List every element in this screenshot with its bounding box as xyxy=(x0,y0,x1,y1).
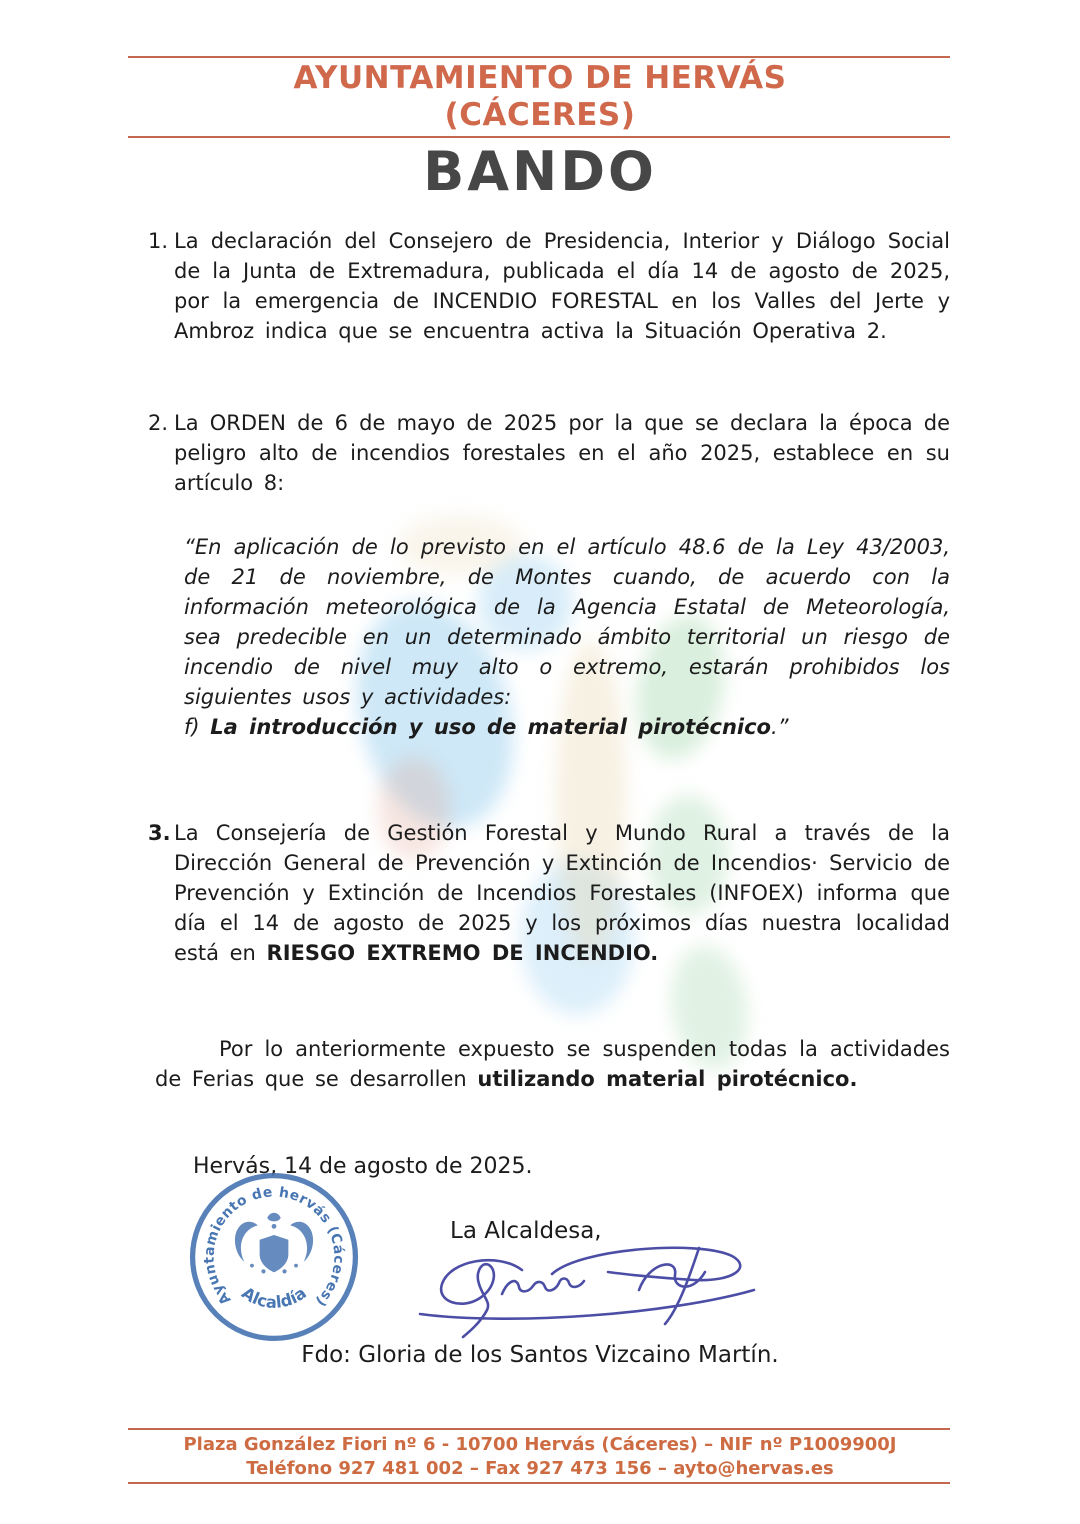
municipal-stamp xyxy=(183,1166,365,1348)
footer-address: Plaza González Fiori nº 6 - 10700 Hervás (Cáceres) – NIF nº P1009900J xyxy=(183,1434,897,1455)
stamp-arc-text: Ayuntamiento de hervás (Cáceres) xyxy=(201,1184,347,1310)
item-text: La declaración del Consejero de Presidencia, Interior y Diálogo Social de la Junta de Extremadura, publicada el día 14 de agosto de 2025, por la emergencia de INCENDIO FORESTAL en los Valles del Jerte y Ambroz indica que se encuentra activa la Situación Operativa 2. xyxy=(174,229,950,343)
quote-item-f-bold: La introducción y uso de material pirotécnico xyxy=(210,715,771,739)
signed-by-line: Fdo: Gloria de los Santos Vizcaino Martín. xyxy=(301,1342,779,1368)
footer-divider-top xyxy=(128,1428,950,1430)
footer-contact: Teléfono 927 481 002 – Fax 927 473 156 – ayto@hervas.es xyxy=(246,1458,834,1479)
item-number: 3. xyxy=(148,821,171,845)
header-divider-top xyxy=(128,56,950,58)
closing-text: Por lo anteriormente expuesto se suspenden todas la actividades de Ferias que se desarrollen utilizando material pirotécnico. xyxy=(155,1037,950,1091)
footer-divider-bottom xyxy=(128,1482,950,1484)
municipality-title xyxy=(0,60,1080,134)
quote-item-f: f) La introducción y uso de material pirotécnico.” xyxy=(184,715,789,739)
list-item-3 xyxy=(148,818,950,968)
signer-role: La Alcaldesa, xyxy=(450,1218,602,1244)
quote-text: “En aplicación de lo previsto en el artículo 48.6 de la Ley 43/2003, de 21 de noviembre, de Montes cuando, de acuerdo con la información meteorológica de la Agencia Estatal de Meteorología, sea predecible en un determinado ámbito territorial un riesgo de incendio de nivel muy alto o extremo, estarán prohibidos los siguientes usos y actividades: xyxy=(184,535,950,709)
closing-bold: utilizando material pirotécnico. xyxy=(477,1067,858,1091)
item-number: 2. xyxy=(148,411,169,435)
signature-strokes xyxy=(420,1248,754,1337)
closing-paragraph xyxy=(155,1034,950,1094)
item-text: La Consejería de Gestión Forestal y Mundo Rural a través de la Dirección General de Prevención y Extinción de Incendios· Servicio de Prevención y Extinción de Incendios Forestales (INFOEX) informa que día el 14 de agosto de 2025 y los próximos días nuestra localidad está en RIESGO EXTREMO DE INCENDIO. xyxy=(174,821,950,965)
footer xyxy=(0,1433,1080,1481)
handwritten-signature xyxy=(402,1230,757,1342)
risk-level-text: RIESGO EXTREMO DE INCENDIO. xyxy=(266,941,659,965)
list-item-2 xyxy=(148,408,950,498)
quoted-article-block xyxy=(184,532,950,742)
item-text: La ORDEN de 6 de mayo de 2025 por la que se declara la época de peligro alto de incendios forestales en el año 2025, establece en su artículo 8: xyxy=(174,411,950,495)
municipality-name: AYUNTAMIENTO DE HERVÁS xyxy=(293,60,787,96)
municipality-province: (CÁCERES) xyxy=(444,97,636,133)
stamp-coat-of-arms-icon xyxy=(235,1213,313,1274)
item-number: 1. xyxy=(148,229,169,253)
document-title: BANDO xyxy=(423,140,657,203)
date-line: Hervás, 14 de agosto de 2025. xyxy=(193,1154,533,1179)
list-item-1 xyxy=(148,226,950,346)
stamp-bottom-text: Alcaldía xyxy=(238,1283,310,1312)
header-divider-bottom xyxy=(128,136,950,138)
